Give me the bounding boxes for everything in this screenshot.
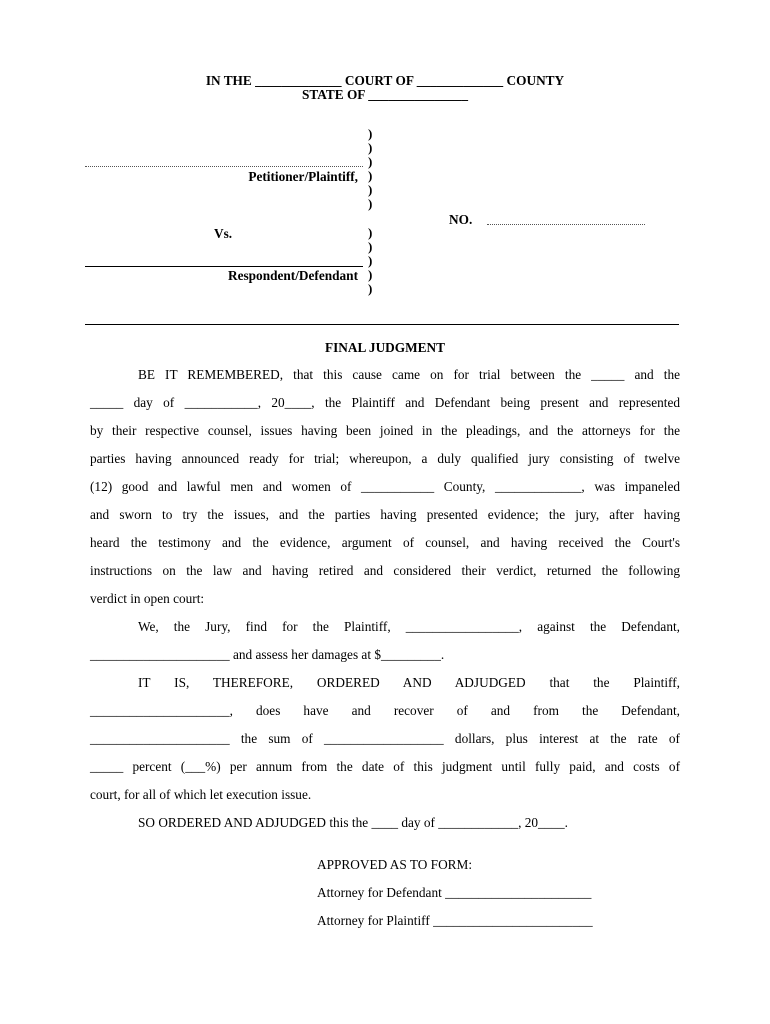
- state-caption-line: STATE OF _______________: [302, 87, 468, 102]
- vs-label: Vs.: [214, 226, 233, 241]
- body-line: and sworn to try the issues, and the parties having presented evidence; the jury, after having: [90, 507, 680, 522]
- paren: ): [368, 154, 373, 169]
- body-line: parties having announced ready for trial; whereupon, a duly qualified jury consisting of twelve: [90, 451, 680, 466]
- body-line: We, the Jury, find for the Plaintiff, _________________, against the Defendant,: [138, 619, 680, 634]
- body-line: _____ percent (___%) per annum from the date of this judgment until fully paid, and costs of: [90, 759, 680, 774]
- paren: ): [368, 253, 373, 268]
- attorney-plaintiff-signature-line[interactable]: Attorney for Plaintiff ________________________: [317, 913, 593, 928]
- document-title: FINAL JUDGMENT: [324, 340, 446, 355]
- body-line: _____________________, does have and recover of and from the Defendant,: [90, 703, 680, 718]
- body-line: court, for all of which let execution issue.: [90, 787, 312, 802]
- paren: ): [368, 140, 373, 155]
- paren: ): [368, 182, 373, 197]
- body-line: IT IS, THEREFORE, ORDERED AND ADJUDGED that the Plaintiff,: [138, 675, 680, 690]
- respondent-label: Respondent/Defendant: [227, 268, 358, 283]
- body-line: instructions on the law and having retired and considered their verdict, returned the following: [90, 563, 680, 578]
- body-line: by their respective counsel, issues having been joined in the pleadings, and the attorneys for the: [90, 423, 680, 438]
- body-line: verdict in open court:: [90, 591, 205, 606]
- court-caption-line: IN THE _____________ COURT OF _____________ COUNTY: [205, 73, 565, 88]
- caption-separator: [85, 324, 679, 325]
- body-line: BE IT REMEMBERED, that this cause came on for trial between the _____ and the: [138, 367, 680, 382]
- case-number-line[interactable]: [487, 224, 645, 225]
- respondent-name-line[interactable]: [85, 266, 363, 267]
- paren: ): [368, 281, 373, 296]
- approval-heading: APPROVED AS TO FORM:: [317, 857, 473, 872]
- body-line: _____________________ and assess her damages at $_________.: [90, 647, 445, 662]
- paren: ): [368, 196, 373, 211]
- body-line: _____ day of ___________, 20____, the Plaintiff and Defendant being present and represented: [90, 395, 680, 410]
- order-date-line: SO ORDERED AND ADJUDGED this the ____ day of ____________, 20____.: [138, 815, 568, 830]
- paren: ): [368, 239, 373, 254]
- petitioner-label: Petitioner/Plaintiff,: [248, 169, 358, 184]
- body-line: (12) good and lawful men and women of ___________ County, _____________, was impaneled: [90, 479, 680, 494]
- body-line: heard the testimony and the evidence, argument of counsel, and having received the Court's: [90, 535, 680, 550]
- petitioner-name-line[interactable]: [85, 166, 363, 167]
- paren: ): [368, 126, 373, 141]
- case-number-label: NO.: [449, 212, 473, 227]
- attorney-defendant-signature-line[interactable]: Attorney for Defendant ______________________: [317, 885, 592, 900]
- body-line: _____________________ the sum of __________________ dollars, plus interest at the rate of: [90, 731, 680, 746]
- paren: ): [368, 225, 373, 240]
- paren: ): [368, 267, 373, 282]
- paren: ): [368, 168, 373, 183]
